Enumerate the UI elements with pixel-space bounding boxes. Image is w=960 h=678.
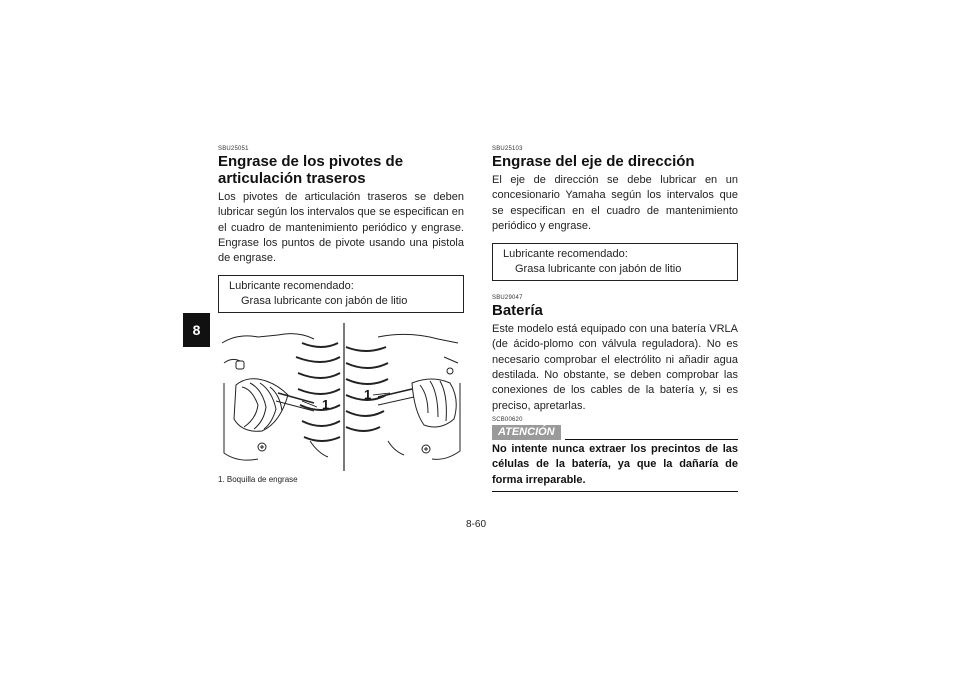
- pivot-figure: [218, 323, 464, 473]
- section-code-steering: SBU25103: [492, 146, 523, 152]
- section-body-battery: Este modelo está equipado con una batería VRLA (de ácido-plomo con válvula reguladora). No es necesario comprobar el electrólito ni añadir agua destilada. No obstante, se deben comprobar las conexiones de los cables de la batería y, si es preciso, apretarlas.: [492, 323, 738, 412]
- figure-caption: 1. Boquilla de engrase: [218, 475, 298, 485]
- section-body: Los pivotes de articulación traseros se deben lubricar según los intervalos que se especifican en el cuadro de mantenimiento periódico y engrase. Engrase los puntos de pivote usando una pistola de engrase.: [218, 191, 464, 265]
- left-column: [218, 146, 464, 484]
- right-column: [492, 146, 738, 492]
- caution-label: ATENCIÓN: [492, 425, 561, 440]
- caution-end-rule: [492, 491, 738, 492]
- callout-number-left: 1: [322, 397, 330, 413]
- section-title-steering: Engrase del eje de dirección: [492, 153, 695, 170]
- caution-header: [492, 425, 738, 440]
- lubricant-box: [218, 275, 464, 313]
- section-code: SBU25051: [218, 146, 249, 152]
- lubricant-box-steering: [492, 243, 738, 281]
- section-title-battery: Batería: [492, 302, 543, 320]
- lubricant-value: Grasa lubricante con jabón de litio: [515, 262, 682, 275]
- lubricant-value: Grasa lubricante con jabón de litio: [241, 294, 408, 307]
- caution-rule: [565, 439, 738, 440]
- pivot-illustration: [218, 323, 464, 473]
- callout-number-right: 1: [364, 387, 372, 403]
- section-body-steering: El eje de dirección se debe lubricar en un concesionario Yamaha según los intervalos que se especifican en el cuadro de mantenimiento periódico y engrase.: [492, 174, 738, 232]
- page-number: 8-60: [466, 519, 487, 530]
- caution-code: SCB00620: [492, 416, 523, 423]
- chapter-tab: 8: [183, 313, 210, 347]
- section-title: Engrase de los pivotes de articulación traseros: [218, 153, 404, 187]
- lubricant-label: Lubricante recomendado:: [503, 248, 628, 261]
- lubricant-label: Lubricante recomendado:: [229, 280, 354, 293]
- caution-text: No intente nunca extraer los precintos de las células de la batería, ya que la dañaría de forma irreparable.: [492, 442, 738, 486]
- section-code-battery: SBU29047: [492, 295, 523, 302]
